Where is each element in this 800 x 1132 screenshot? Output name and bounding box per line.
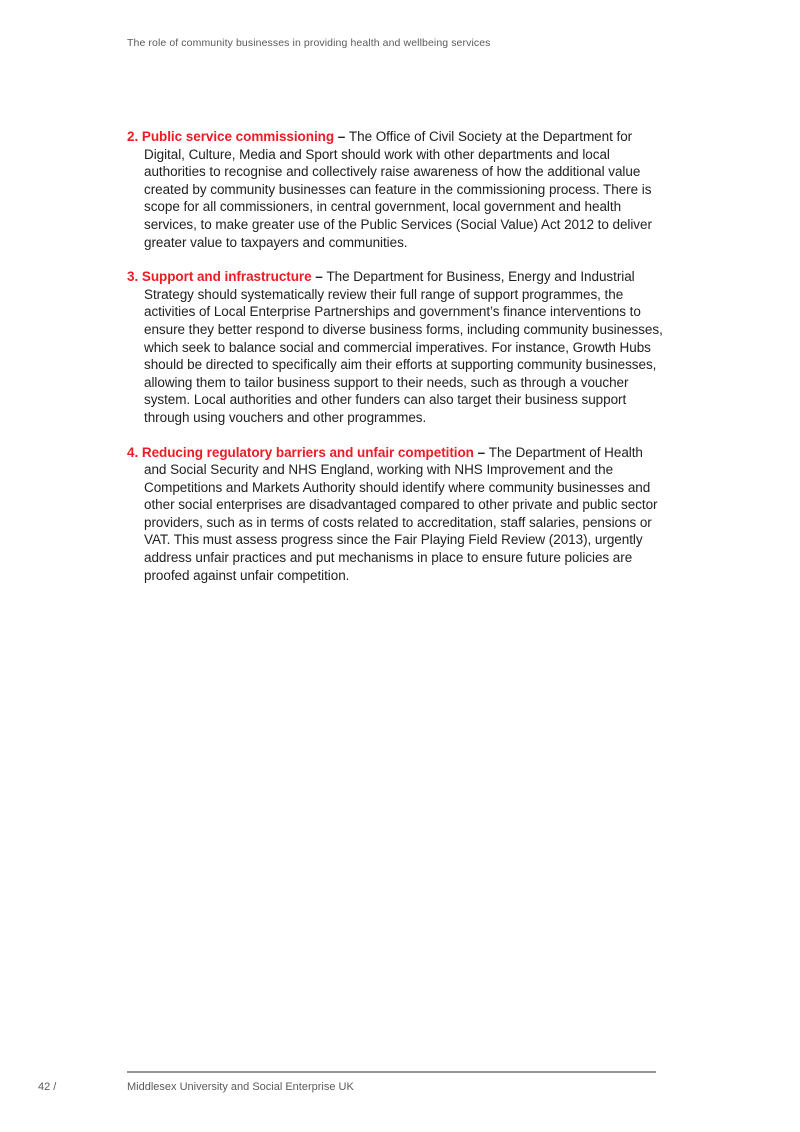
recommendation-body: The Office of Civil Society at the Department for Digital, Culture, Media and Sport should work with other departments and local authorities to recognise and collectively raise awareness of how the additional value created by community businesses can feature in the commissioning process. There is scope for all commissioners, in central government, local government and health services, to make greater use of the Public Services (Social Value) Act 2012 to deliver greater value to taxpayers and communities.	[144, 129, 652, 250]
footer-divider	[127, 1071, 656, 1073]
recommendation-item-2	[127, 128, 664, 251]
title-separator: –	[311, 269, 327, 285]
recommendation-item-3	[127, 268, 664, 426]
recommendation-title: Public service commissioning	[141, 129, 335, 144]
recommendation-title: Support and infrastructure	[141, 269, 312, 285]
recommendation-body: The Department of Health and Social Security and NHS England, working with NHS Improvement and the Competitions and Markets Authority should identify where community businesses and other social enterprises are disadvantaged compared to other private and public sector providers, such as in terms of costs related to accreditation, staff salaries, pensions or VAT. This must assess progress since the Fair Playing Field Review (2013), urgently address unfair practices and put mechanisms in place to ensure future policies are proofed against unfair competition.	[144, 444, 658, 583]
recommendation-number: 3.	[127, 269, 139, 285]
recommendation-number: 4.	[127, 444, 139, 460]
running-header: The role of community businesses in providing health and wellbeing services	[127, 37, 491, 49]
footer-publisher: Middlesex University and Social Enterprise UK	[127, 1081, 354, 1093]
recommendation-title: Reducing regulatory barriers and unfair competition	[141, 444, 474, 460]
footer-page-number: 42 /	[38, 1081, 57, 1093]
title-separator: –	[334, 129, 349, 144]
recommendation-item-4	[127, 444, 664, 585]
recommendation-body: The Department for Business, Energy and Industrial Strategy should systematically review their full range of support programmes, the activities of Local Enterprise Partnerships and government’s finance interventions to ensure they better respond to diverse business forms, including community businesses, which seek to balance social and commercial imperatives. For instance, Growth Hubs should be directed to specifically aim their efforts at supporting community businesses, allowing them to tailor business support to their needs, such as through a voucher system. Local authorities and other funders can also target their business support through using vouchers and other programmes.	[144, 269, 663, 425]
recommendation-number: 2.	[127, 129, 139, 144]
recommendations-list	[127, 128, 664, 601]
title-separator: –	[473, 444, 489, 460]
